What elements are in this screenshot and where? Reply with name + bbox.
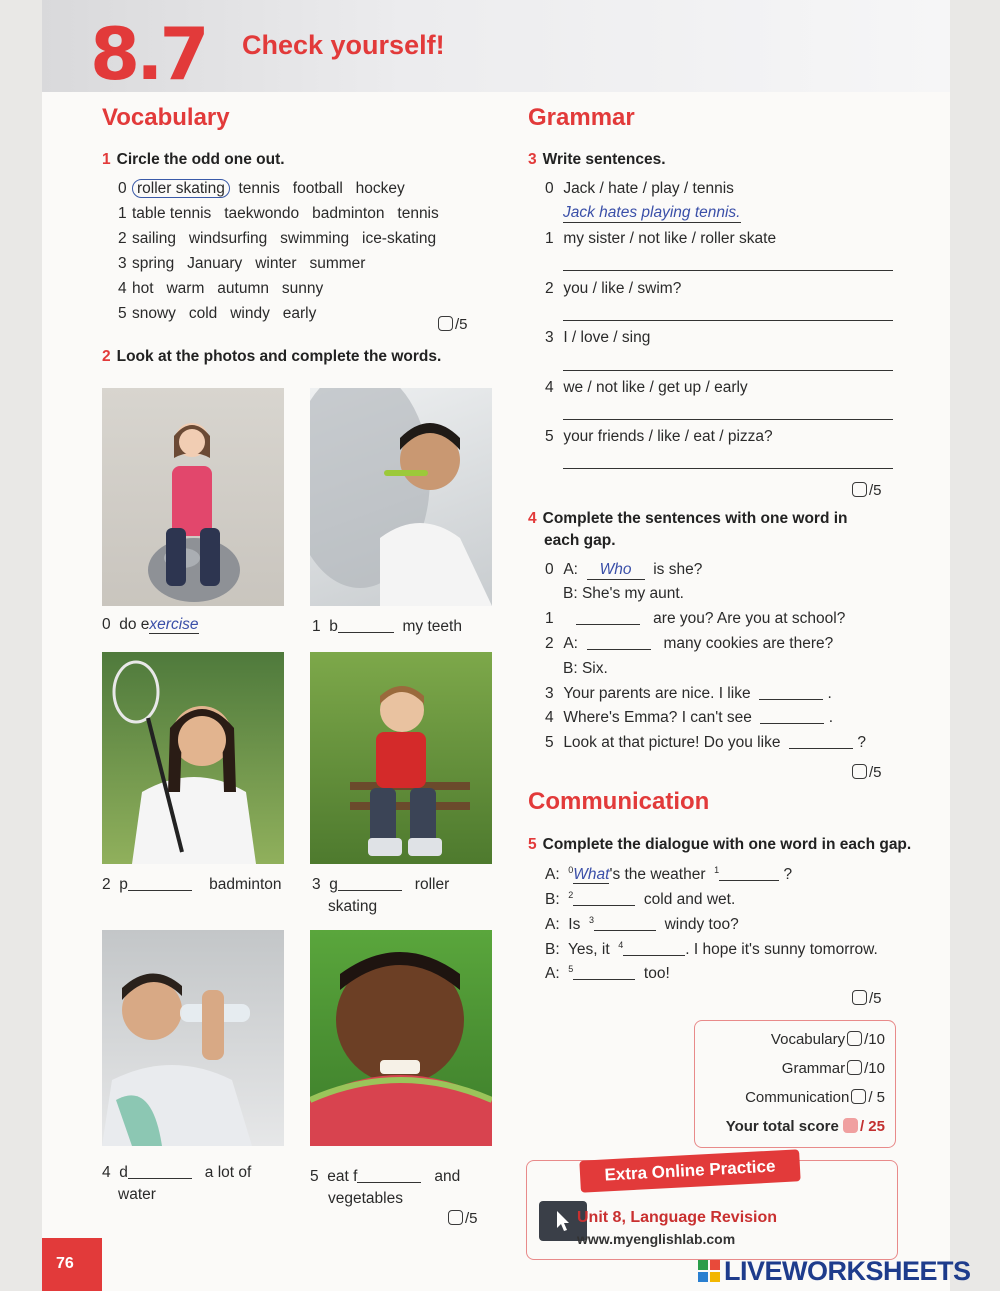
ex3-answer-line-5[interactable] xyxy=(563,468,893,469)
ex3-answer-line-3[interactable] xyxy=(563,370,893,371)
ex3-answer-line-1[interactable] xyxy=(563,270,893,271)
ex3-item-1: 1 my sister / not like / roller skate xyxy=(545,230,777,247)
ex4-instruction-line2: each gap. xyxy=(544,532,616,549)
photo-boy-eating-watermelon xyxy=(310,930,492,1146)
ex5-line-4[interactable]: A: $^5$ too! xyxy=(545,964,670,983)
ex3-item-2: 2 you / like / swim? xyxy=(545,280,682,297)
score-input-box xyxy=(852,990,867,1005)
ex4-item-4[interactable]: 4 Where's Emma? I can't see . xyxy=(545,709,834,726)
summary-grammar[interactable]: Grammar /10 xyxy=(781,1060,885,1077)
summary-communication[interactable]: Communication / 5 xyxy=(745,1089,885,1106)
ex4-score[interactable]: /5 xyxy=(852,764,882,781)
ex5-line-2[interactable]: A: Is $^3$ windy too? xyxy=(545,915,739,934)
ex5-instruction: 5 Complete the dialogue with one word in each gap. xyxy=(528,836,912,853)
ex1-instruction: 1 Circle the odd one out. xyxy=(102,151,285,168)
communication-title: Communication xyxy=(528,788,710,815)
ex3-answer-0: Jack hates playing tennis. xyxy=(563,204,741,221)
ex2-score[interactable]: /5 xyxy=(448,1210,478,1227)
ex4-item-2[interactable]: 2 A: many cookies are there? xyxy=(545,635,834,652)
ex1-score[interactable]: /5 xyxy=(438,316,468,333)
extra-online-practice xyxy=(526,1156,898,1260)
worksheet-page xyxy=(42,0,950,1291)
score-input-box xyxy=(852,764,867,779)
photo-girl-badminton xyxy=(102,652,284,864)
page-title: Check yourself! xyxy=(242,30,445,60)
ex2-caption-5-line2: vegetables xyxy=(328,1190,403,1207)
page-number: 76 xyxy=(56,1255,74,1272)
ex2-caption-5[interactable]: 5 eat f and xyxy=(310,1168,461,1185)
ex2-instruction: 2 Look at the photos and complete the words. xyxy=(102,348,442,365)
circled-answer: roller skating xyxy=(132,179,230,198)
ex2-caption-4[interactable]: 4 d a lot of xyxy=(102,1164,252,1181)
liveworksheets-logo-icon xyxy=(698,1260,720,1282)
vocabulary-title: Vocabulary xyxy=(102,104,230,131)
ex4-item-5[interactable]: 5 Look at that picture! Do you like ? xyxy=(545,734,866,751)
liveworksheets-watermark: LIVEWORKSHEETS xyxy=(698,1256,971,1287)
ex5-line-3[interactable]: B: Yes, it $^4$ . I hope it's sunny tomorrow. xyxy=(545,940,878,959)
ex2-caption-3-line2: skating xyxy=(328,898,378,915)
ex5-score[interactable]: /5 xyxy=(852,990,882,1007)
ex1-item-2: 2 sailing windsurfing swimming ice-skating xyxy=(118,230,437,247)
extra-practice-unit: Unit 8, Language Revision xyxy=(577,1209,778,1226)
ex3-answer-line-2[interactable] xyxy=(563,320,893,321)
ex3-score[interactable]: /5 xyxy=(852,482,882,499)
ex3-answer-line-4[interactable] xyxy=(563,419,893,420)
ex1-item-3: 3 spring January winter summer xyxy=(118,255,366,272)
photo-man-drinking-water xyxy=(102,930,284,1146)
ex1-item-0: 0 roller skating tennis football hockey xyxy=(118,180,405,197)
summary-total[interactable]: Your total score / 25 xyxy=(725,1118,885,1135)
extra-practice-url[interactable]: www.myenglishlab.com xyxy=(577,1231,736,1247)
photo-girl-exercise-ball xyxy=(102,388,284,606)
extra-practice-banner: Extra Online Practice xyxy=(579,1149,800,1192)
ex3-item-5: 5 your friends / like / eat / pizza? xyxy=(545,428,773,445)
ex4-item-2b: B: Six. xyxy=(563,660,608,677)
score-summary xyxy=(694,1020,896,1148)
ex2-caption-4-line2: water xyxy=(118,1186,156,1203)
ex1-item-1: 1 table tennis taekwondo badminton tennis xyxy=(118,205,439,222)
ex3-instruction: 3 Write sentences. xyxy=(528,151,666,168)
ex4-instruction: 4 Complete the sentences with one word in xyxy=(528,510,848,527)
ex3-item-4: 4 we / not like / get up / early xyxy=(545,379,748,396)
ex2-caption-1[interactable]: 1 b my teeth xyxy=(312,618,462,635)
ex2-caption-3[interactable]: 3 g roller xyxy=(312,876,450,893)
grammar-title: Grammar xyxy=(528,104,635,131)
summary-vocabulary[interactable]: Vocabulary /10 xyxy=(770,1031,885,1048)
ex4-item-3[interactable]: 3 Your parents are nice. I like . xyxy=(545,685,832,702)
score-input-box xyxy=(448,1210,463,1225)
ex1-item-4: 4 hot warm autumn sunny xyxy=(118,280,324,297)
ex2-caption-0: 0 do exercise xyxy=(102,616,199,633)
ex4-item-0b: B: She's my aunt. xyxy=(563,585,684,602)
photo-boy-roller-skating xyxy=(310,652,492,864)
ex5-line-0[interactable]: A: $^0$What's the weather $^1$ ? xyxy=(545,865,793,884)
ex4-item-0: 0 A: Who is she? xyxy=(545,561,703,578)
ex5-line-1[interactable]: B: $^2$ cold and wet. xyxy=(545,890,736,909)
unit-number: 8.7 xyxy=(90,12,206,96)
score-input-box xyxy=(438,316,453,331)
ex1-item-5: 5 snowy cold windy early xyxy=(118,305,317,322)
score-input-box xyxy=(852,482,867,497)
ex2-caption-2[interactable]: 2 p badminton xyxy=(102,876,282,893)
ex3-item-3: 3 I / love / sing xyxy=(545,329,651,346)
ex3-item-0: 0 Jack / hate / play / tennis xyxy=(545,180,734,197)
photo-boy-brushing-teeth xyxy=(310,388,492,606)
ex4-item-1[interactable]: 1 are you? Are you at school? xyxy=(545,610,846,627)
